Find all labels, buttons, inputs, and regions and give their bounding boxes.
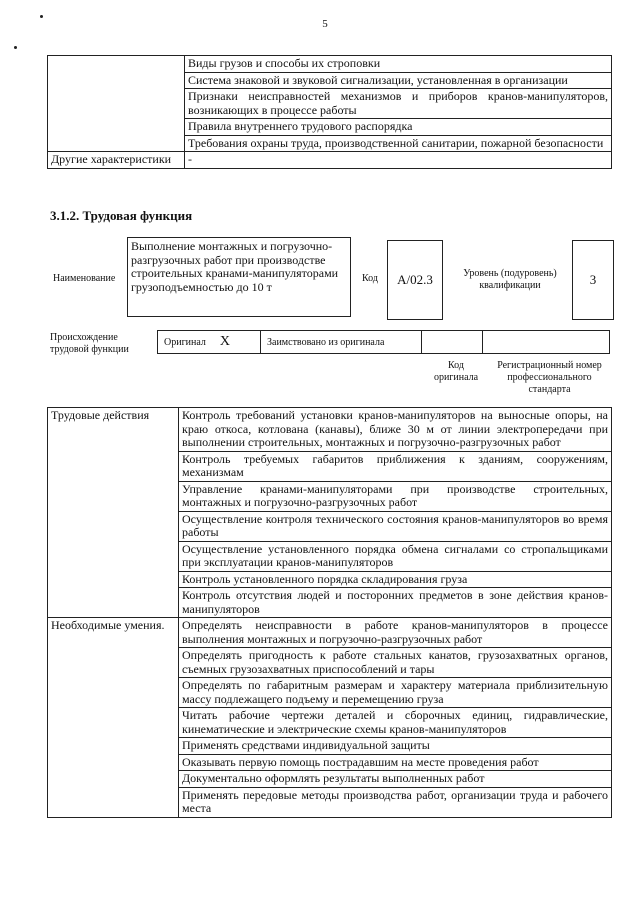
row-item-text: Признаки неисправностей механизмов и приборов кранов-манипуляторов, возникающих в процессе работы bbox=[185, 89, 612, 119]
row-item-text: Определять по габаритным размерам и характеру материала приблизительную массу подлежащего подъему и перемещению груза bbox=[179, 678, 612, 708]
table-row bbox=[48, 56, 612, 73]
qualification-level: 3 bbox=[572, 240, 614, 320]
row-item-text: Система знаковой и звуковой сигнализации, установленная в организации bbox=[185, 72, 612, 89]
name-label: Наименование bbox=[53, 273, 116, 284]
table-row bbox=[48, 152, 612, 169]
origin-original-cell bbox=[157, 330, 261, 354]
scan-dot bbox=[40, 15, 43, 18]
row-item-text: Контроль установленного порядка складирования груза bbox=[179, 571, 612, 588]
row-item-text: Осуществление контроля технического состояния кранов-манипуляторов во время работы bbox=[179, 511, 612, 541]
requirements-table bbox=[47, 55, 612, 169]
row-item-text: Контроль требуемых габаритов приближения к зданиям, сооружениям, механизмам bbox=[179, 451, 612, 481]
function-details-table bbox=[47, 407, 612, 818]
row-item-text: Управление кранами-манипуляторами при производстве строительных, монтажных и погрузочно-разгрузочных работ bbox=[179, 481, 612, 511]
row-item-text: Применять передовые методы производства работ, организации труда и рабочего места bbox=[179, 787, 612, 817]
row-item-text: Контроль требований установки кранов-манипуляторов на выносные опоры, на краю откоса, котлована (канавы), ближе 30 м от линии электропередачи при выполнении строительных, монтажных и погрузочно-разгрузочных работ bbox=[179, 408, 612, 452]
origin-reg-cell bbox=[482, 330, 610, 354]
scan-dot bbox=[14, 46, 17, 49]
row-item-text: Применять средствами индивидуальной защиты bbox=[179, 738, 612, 755]
row-item-text: Определять неисправности в работе кранов-манипуляторов в процессе выполнения монтажных и погрузочно-разгрузочных работ bbox=[179, 618, 612, 648]
row-group-label: Необходимые умения. bbox=[48, 618, 179, 818]
original-label: Оригинал bbox=[164, 336, 206, 348]
row-item-text: Читать рабочие чертежи деталей и сборочных единиц, гидравлические, кинематические и электрические схемы кранов-манипуляторов bbox=[179, 708, 612, 738]
borrowed-label: Заимствовано из оригинала bbox=[267, 336, 385, 348]
origin-borrowed-cell bbox=[260, 330, 422, 354]
original-mark: X bbox=[219, 334, 231, 349]
qualification-level-label: Уровень (подуровень) квалификации bbox=[463, 268, 557, 291]
row-item-text: Определять пригодность к работе стальных канатов, грузозахватных органов, съемных грузозахватных приспособлений и тары bbox=[179, 648, 612, 678]
page-number: 5 bbox=[322, 18, 328, 30]
row-item-text: - bbox=[185, 152, 612, 169]
row-group-label: Трудовые действия bbox=[48, 408, 179, 618]
code-original-label: Код оригинала bbox=[433, 360, 479, 383]
row-item-text: Документально оформлять результаты выполненных работ bbox=[179, 771, 612, 788]
origin-code-cell bbox=[421, 330, 483, 354]
row-item-text: Виды грузов и способы их строповки bbox=[185, 56, 612, 73]
row-item-text: Правила внутреннего трудового распорядка bbox=[185, 119, 612, 136]
function-name: Выполнение монтажных и погрузочно-разгрузочных работ при производстве строительных кранами-манипуляторами грузоподъемностью до 10 т bbox=[127, 237, 351, 317]
origin-row bbox=[158, 330, 612, 354]
row-item-text: Оказывать первую помощь пострадавшим на месте проведения работ bbox=[179, 754, 612, 771]
row-item-text: Осуществление установленного порядка обмена сигналами со стропальщиками при эксплуатации кранов-манипуляторов bbox=[179, 541, 612, 571]
section-title: 3.1.2. Трудовая функция bbox=[50, 208, 193, 223]
reg-number-label: Регистрационный номер профессионального стандарта bbox=[497, 360, 602, 395]
row-group-label: Другие характеристики bbox=[48, 152, 185, 169]
row-item-text: Требования охраны труда, производственной санитарии, пожарной безопасности bbox=[185, 135, 612, 152]
table-row bbox=[48, 618, 612, 648]
code-label: Код bbox=[362, 273, 378, 284]
origin-label: Происхождение трудовой функции bbox=[50, 332, 129, 355]
row-item-text: Контроль отсутствия людей и посторонних предметов в зоне действия кранов-манипуляторов bbox=[179, 588, 612, 618]
table-row bbox=[48, 408, 612, 452]
function-code: А/02.3 bbox=[387, 240, 443, 320]
row-group-label bbox=[48, 56, 185, 152]
